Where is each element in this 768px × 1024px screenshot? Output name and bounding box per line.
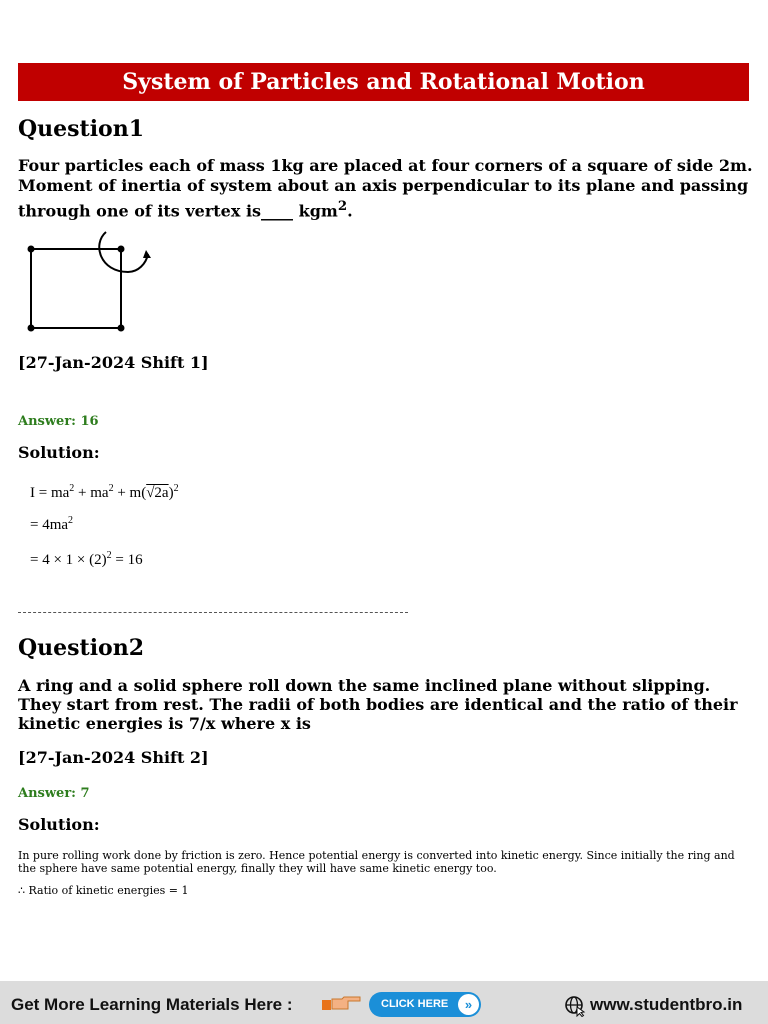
click-here-label: CLICK HERE [381,998,449,1010]
chevron-right-icon: » [458,994,479,1015]
equation-3: = $4 \times 1 \times (2)^2 = 16$ [30,550,143,568]
question2-text: A ring and a solid sphere roll down the same inclined plane without slipping. They start from rest. The radii of both bodies are identical and the ratio of their kinetic energies is 7/x where x is [18,676,738,733]
section-divider [18,612,408,613]
globe-icon [564,995,586,1017]
question1-end: . [347,201,353,221]
equation-1: $I = ma^2 + ma^2 + m(√2a)^2$ [30,483,179,501]
question1-answer: Answer: 16 [18,414,99,429]
website-link[interactable]: www.studentbro.in [590,995,743,1014]
question1-body: Four particles each of mass 1kg are placed at four corners of a square of side 2m. Moment of inertia of system about an axis perpendicular to its plane and passing through one of its vertex is____ kgm [18,156,753,221]
question2-solution-text: In pure rolling work done by friction is zero. Hence potential energy is converted into kinetic energy. Since initially the ring and the sphere have same potential energy, finally they will have same kinetic energy too. [18,849,735,875]
question1-solution-label: Solution: [18,443,100,462]
click-here-button[interactable] [369,992,481,1017]
question2-solution-result: ∴ Ratio of kinetic energies = 1 [18,884,189,897]
square-axis-diagram [20,228,160,338]
question1-title: Question1 [18,116,145,142]
question1-unit-exponent: 2 [337,198,348,214]
question2-solution-label: Solution: [18,815,100,834]
question2-answer: Answer: 7 [18,786,90,801]
footer-bar [0,981,768,1024]
equation-2: = $4ma^2$ [30,515,74,533]
question1-text [18,156,753,221]
question2-shift: [27-Jan-2024 Shift 2] [18,748,209,767]
pointing-hand-icon [322,993,362,1013]
footer-cta-text: Get More Learning Materials Here : [11,995,293,1014]
page-title-banner: System of Particles and Rotational Motion [18,63,749,101]
question1-shift: [27-Jan-2024 Shift 1] [18,353,209,372]
question2-title: Question2 [18,635,145,661]
